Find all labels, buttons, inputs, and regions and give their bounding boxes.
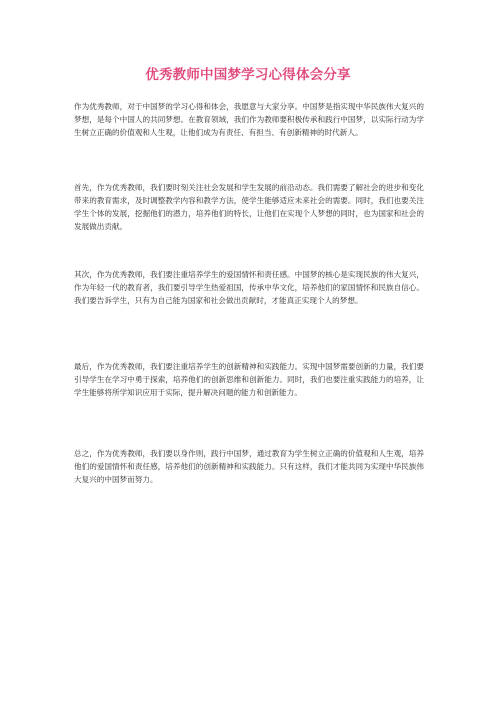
paragraph-last: 最后，作为优秀教师，我们要注重培养学生的创新精神和实践能力。实现中国梦需要创新的力量，我们要引导学生在学习中勇于探索，培养他们的创新思维和创新能力。同时，我们也要注重实践能力的培养，让学生能够将所学知识应用于实际，提升解决问题的能力和创新能力。 [74,362,424,397]
paragraph-intro: 作为优秀教师，对于中国梦的学习心得和体会，我愿意与大家分享。中国梦是指实现中华民族伟大复兴的梦想，是每个中国人的共同梦想。在教育领域，我们作为教师要积极传承和践行中国梦，以实际行动为学生树立正确的价值观和人生观，让他们成为有责任、有担当、有创新精神的时代新人。 [74,102,424,137]
paragraph-conclusion: 总之，作为优秀教师，我们要以身作则，践行中国梦，通过教育为学生树立正确的价值观和人生观，培养他们的爱国情怀和责任感，培养他们的创新精神和实践能力。只有这样，我们才能共同为实现中华民族伟大复兴的中国梦而努力。 [74,449,424,484]
paragraph-second: 其次，作为优秀教师，我们要注重培养学生的爱国情怀和责任感。中国梦的核心是实现民族的伟大复兴，作为年轻一代的教育者，我们要引导学生热爱祖国，传承中华文化，培养他们的家国情怀和民族自信心。我们要告诉学生，只有为自己能为国家和社会做出贡献时，才能真正实现个人的梦想。 [74,270,424,305]
paragraph-first: 首先，作为优秀教师，我们要时刻关注社会发展和学生发展的前沿动态。我们需要了解社会的进步和变化带来的教育需求，及时调整教学内容和教学方法，使学生能够适应未来社会的需要。同时，我们也要关注学生个体的发展，挖掘他们的潜力，培养他们的特长，让他们在实现个人梦想的同时，也为国家和社会的发展做出贡献。 [74,183,424,231]
document-title: 优秀教师中国梦学习心得体会分享 [145,67,351,83]
